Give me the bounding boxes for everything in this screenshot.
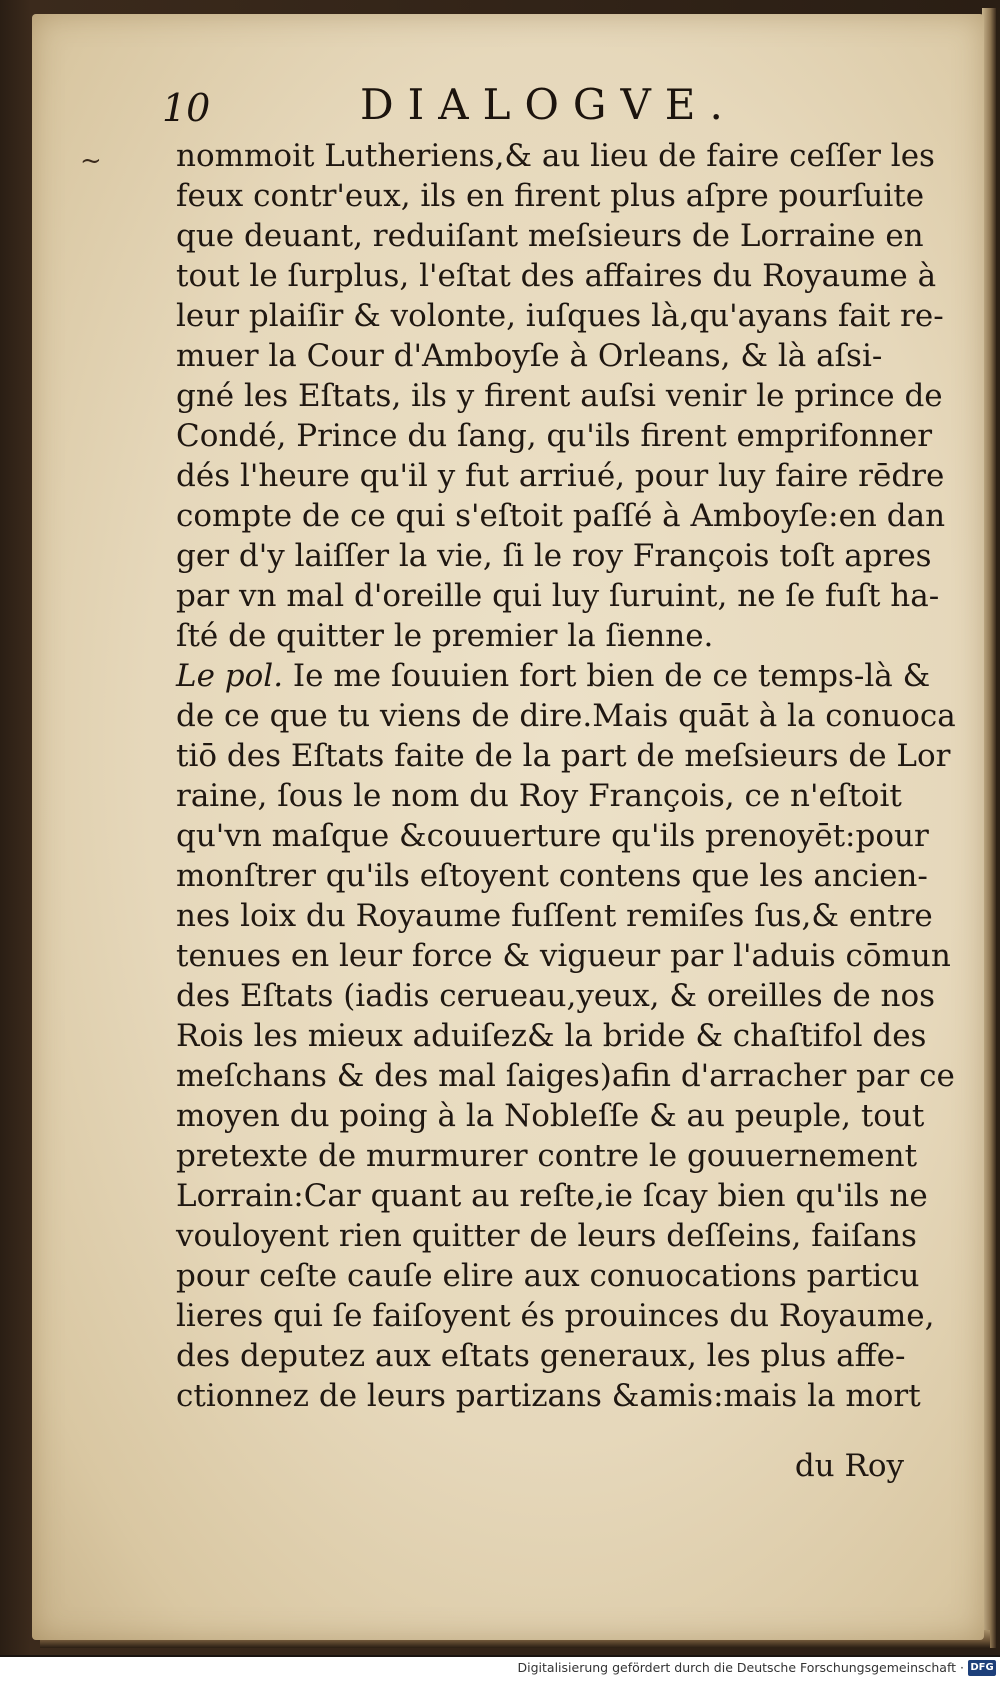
text-line: que deuant, reduiſant meſsieurs de Lorraine en: [176, 218, 924, 254]
text-line: tout le ſurplus, l'eſtat des affaires du Royaume à: [176, 258, 937, 294]
text-line: des deputez aux eſtats generaux, les plus affe-: [176, 1338, 906, 1374]
speaker-label: Le pol.: [176, 658, 284, 694]
text-line: pour ceſte cauſe elire aux conuocations particu: [176, 1258, 920, 1294]
text-line: lieres qui ſe faiſoyent és prouinces du Royaume,: [176, 1298, 935, 1334]
speaker-line: [176, 656, 931, 696]
page-edge: [982, 8, 996, 1648]
text-line: feux contr'eux, ils en firent plus aſpre pourſuite: [176, 178, 925, 214]
speaker-line-text: Ie me ſouuien fort bien de ce temps-là &: [283, 658, 931, 694]
text-line: tenues en leur force & vigueur par l'aduis cōmun: [176, 938, 951, 974]
text-line: vouloyent rien quitter de leurs deſſeins, faiſans: [176, 1218, 917, 1254]
text-line: compte de ce qui s'eſtoit paſſé à Amboyſe:en dan: [176, 498, 946, 534]
text-line: tiō des Eſtats faite de la part de meſsieurs de Lor: [176, 738, 951, 774]
catchword: du Roy: [794, 1448, 904, 1484]
text-line: moyen du poing à la Nobleſſe & au peuple, tout: [176, 1098, 925, 1134]
text-line: nommoit Lutheriens,& au lieu de faire ceſſer les: [176, 138, 935, 174]
text-line: ctionnez de leurs partizans &amis:mais la mort: [176, 1378, 921, 1414]
text-line: des Eſtats (iadis cerueau,yeux, & oreilles de nos: [176, 978, 936, 1014]
text-line: nes loix du Royaume fuſſent remiſes ſus,& entre: [176, 898, 933, 934]
footer-bar: [0, 1657, 1000, 1681]
margin-mark: ~: [80, 146, 102, 176]
text-line: pretexte de murmurer contre le gouuernement: [176, 1138, 918, 1174]
text-line: meſchans & des mal ſaiges)afin d'arracher par ce: [176, 1058, 955, 1094]
text-line: dés l'heure qu'il y fut arriué, pour luy faire rēdre: [176, 458, 945, 494]
text-line: leur plaiſir & volonte, iuſques là,qu'ayans fait re-: [176, 298, 944, 334]
funding-credit: Digitalisierung gefördert durch die Deutsche Forschungsgemeinschaft ·: [517, 1660, 964, 1675]
text-line: Condé, Prince du ſang, qu'ils firent emprifonner: [176, 418, 933, 454]
text-line: Lorrain:Car quant au reſte,ie ſcay bien qu'ils ne: [176, 1178, 928, 1214]
text-line: qu'vn maſque &couuerture qu'ils prenoyēt:pour: [176, 818, 929, 854]
dfg-logo: DFG: [968, 1660, 996, 1676]
text-line: raine, ſous le nom du Roy François, ce n'eſtoit: [176, 778, 902, 814]
text-line: ger d'y laiſſer la vie, ſi le roy François toſt apres: [176, 538, 932, 574]
text-line: par vn mal d'oreille qui luy ſuruint, ne ſe fuſt ha-: [176, 578, 940, 614]
text-line: muer la Cour d'Amboyſe à Orleans, & là aſsi-: [176, 338, 883, 374]
running-title: DIALOGVE.: [360, 80, 737, 129]
text-line: gné les Eſtats, ils y firent auſsi venir le prince de: [176, 378, 943, 414]
text-line: monſtrer qu'ils eſtoyent contens que les ancien-: [176, 858, 928, 894]
body-text: [176, 136, 956, 1416]
text-line: Rois les mieux aduiſez& la bride & chaſtifol des: [176, 1018, 927, 1054]
text-line: de ce que tu viens de dire.Mais quāt à la conuoca: [176, 698, 956, 734]
text-line: ſté de quitter le premier la ſienne.: [176, 618, 714, 654]
page-number: 10: [162, 86, 211, 130]
